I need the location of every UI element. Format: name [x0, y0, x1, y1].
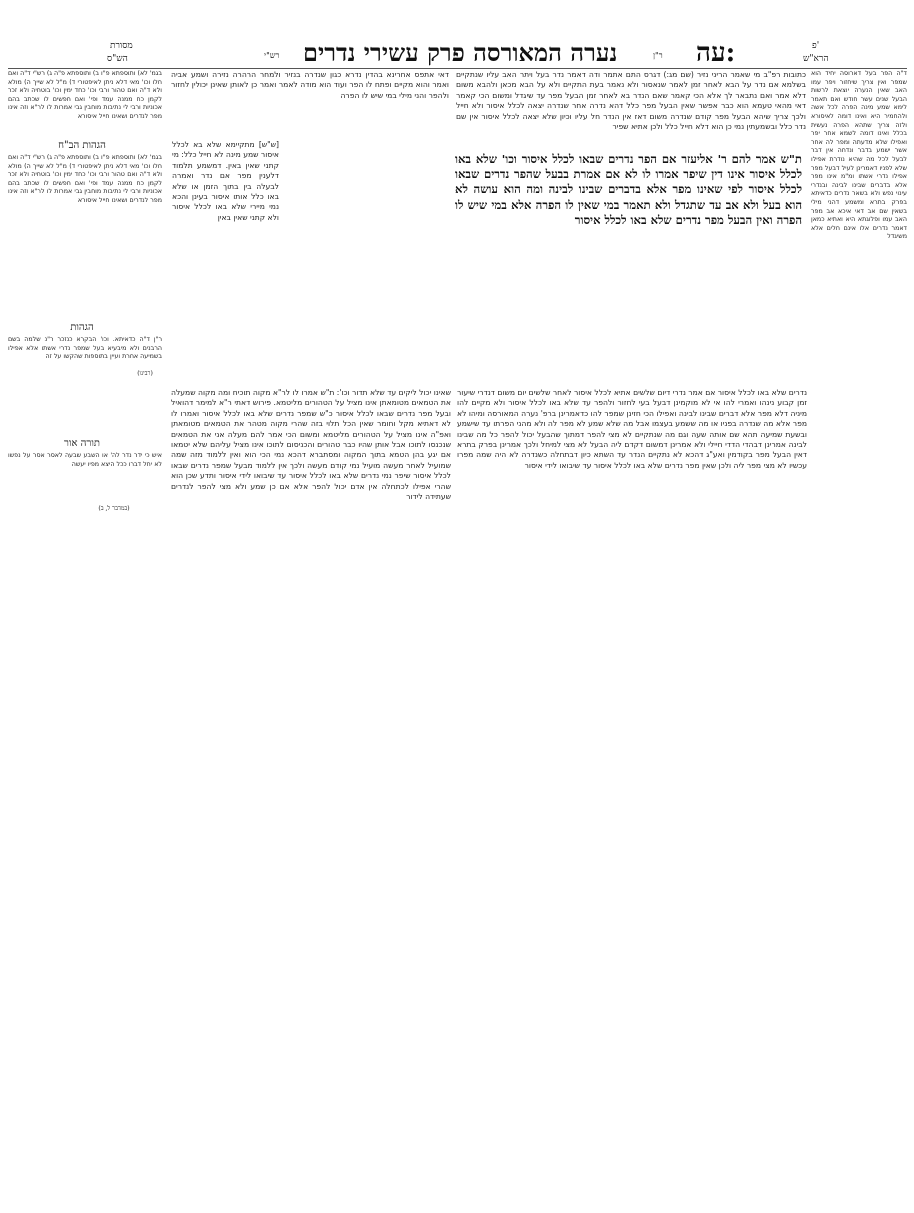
- torah-or-heading: תורה אור: [64, 438, 100, 449]
- lower-left-commentary: [171, 388, 451, 924]
- margin-label-left-2: הרא"ש: [803, 54, 829, 64]
- mesoret-label: מסורת: [110, 41, 133, 51]
- hagahot-habach-text-block: [8, 154, 162, 304]
- lower-right-text: נדרים שלא באו לכלל איסור אם אמר נדרי דיום שלשים אתיא לכלל איסור לאחר שלשים יום משום דנדרי שיעור זמן קבוע נינהו ואמרי להו אי לא מוקמינן דבעל בעי לחזור ולהפר עד שלא באו לכלל איסור ולא מקיים להו מיניה דלא מפר אלא דברים שבינו לבינה ואפילו הכי חזינן שמפר להו כדאמרינן ברפ' נערה המאורסה ומיהו לא מפר אלא מה שנדרה בפניו או מה ששמע בעצמו אבל מה שלא שמע לא מפר לה ולא מהני הפרתו עד שישמע ובשעת שמיעה תהא שם אותה שעה וגם מה שנתקיים לא מצי להפר דמתוך שהבעל יכול להפר כל מה שבינו לבינה אמרינן דבהדי הדדי חיילי ולא אמרינן דמשום דקדם ליה הבעל לא מצי למיחל ולכך אמרינן בפרק בתרא דאין הבעל מפר בקודמין ואע"ג דהכא לא נתקיים הנדר עד השתא כיון דבתחלה כשנדרה לא היה שמה מפרו עכשיו לא מצי מפר ליה ולכן שאין מפר נדרים שלא באו לכלל איסור עד שיבואו לידי איסור: [457, 388, 807, 470]
- ran-side-commentary: [172, 140, 279, 388]
- hagahot-habach-heading: הגהות הב"ח: [58, 140, 106, 151]
- lower-right-commentary: [457, 388, 807, 863]
- header-rule: [8, 68, 907, 69]
- rashi-header-label: רש"י: [264, 51, 280, 60]
- torah-or-ref: (במדבר ל, ב): [98, 505, 130, 512]
- main-gemara-text: [455, 152, 802, 367]
- rashba-text: ד"ה הפר בעל דארוסה יחיד הוא שמפר ואין צריך שיחזור ויפר עמו האב שאין הנערה יוצאת לרשות הבעל שנים עשר חודש ואם תאמר לימא שמע מינה הפרה לכל אשה ולהחמיר היא ואינו דומה לאיסורא ולזה צריך שתהא הפרה נעשית בכלל ואינו דומה לשמא אחר יפר ואפילו שלא מדעתה ומפר לה אחר אשר ישמע בדבר ונדחה אין דבר לבעל לכל מה שהיא נודרת אפילו שלא לפניו דאמרינן לעיל דבעל מפר אפילו נדרי אשתו ומ"מ אינו מפר אלא בדברים שבינו לבינה ובנדרי עינוי נפש ולא בשאר נדרים כדאיתא בפרק בתרא ומשמע דהני מילי בשאין שם אב דאי איכא אב מפר האב עמו ופלוגתא היא ואתיא כמאן דאמר נדרים אלו אינם חלים אלא משיגדל: [811, 70, 907, 241]
- hagahot-heading: הגהות: [70, 322, 94, 333]
- ran-side-text: [ש"ש] מתקיימא שלא בא לכלל איסור שמע מינה לא חייל כלל: מי קתני שאין באין. דמשמע תלמוד דלענין מפר אם נדר ואמרה לבעלה בין בתוך הזמן או שלא באו כלל אותו איסור בעינן והכא נמי מיירי שלא באו לכלל איסור ולא קתני שאין באין: [172, 140, 279, 222]
- hagahot-text-block: [8, 336, 162, 366]
- edge-notes-top: [8, 70, 162, 136]
- hagahot-habach-text: בגמ' לא) ותוספתא פ"ו ב) ותוספתא פ"ה ג) רש"י ד"ה ואם חלו וכו' מאי דלא ניתן לאיפטורי ד) מ"ל לא שייך ה) מולא ולא ד"ה ואם טהור ורבי וכו' כחד ימין וכו' בוטחיה ולא זכר לקמן כח ממנה עמד ופי' ואם חפשים לו שכתב בהם אכוניות ורבי לי נתיבות מוחבין גבי אמרות לו לר"א וזה אינו מפר לנדרים ושאינו חייל איסורא: [8, 154, 162, 204]
- margin-label-left: פ': [812, 41, 820, 51]
- page-title: נערה המאורסה פרק עשירי נדרים: [303, 38, 618, 67]
- edge-notes-top-text: בגמ' לא) ותוספתא פ"ו ב) ותוספתא פ"ה ג) רש"י ד"ה ואם חלו וכו' מאי דלא ניתן לאיפטורי ד) מ"ל לא שייך ה) מולא ולא ד"ה ואם טהור ורבי וכו' כחד ימין וכו' בוטחיה ולא זכר לקמן כח ממנה עמד ופי' ואם חפשים לו שכתב בהם אכוניות ורבי לי נתיבות מוחבין גבי אמרות לו לר"א וזה אינו מפר לנדרים ושאינו חייל איסורא: [8, 70, 162, 120]
- page-number: עה:: [696, 38, 736, 68]
- hagahot-text: ר"ן ד"ה כדאיתא. וכו' הבקרא כנזכר ר"נ שלמה בשם הרבנים ולא מיבעיא בעל שמפר נדרי אשתו אלא אפילו בשמיעה אחרת ועיין בתוספות שהקשו על זה: [8, 336, 162, 361]
- hagahot-ref: (רבינו): [137, 370, 153, 377]
- ran-top-text: דאי אתפס אחרינא בהדין נדרא כגון שנדרה בנזיר ולמחר הרהרה נזירה ושמע אביה ואמר והוא מקיים ופתח לו הפר ועוד הוא מודה לאמר ואמר כן לאותן שאינן יכולין לחזור ולהפר והני מילי במי שיש לו הפרה: [171, 70, 449, 100]
- mesoret-label-2: הש"ס: [107, 54, 128, 64]
- torah-or-text: איש כי ידר נדר לה' או השבע שבעה לאסר אסר על נפשו לא יחל דברו ככל היצא מפיו יעשה: [8, 452, 162, 468]
- page-header: [0, 36, 914, 66]
- ran-header-label: ר"ן: [653, 51, 663, 60]
- rosh-text: כתובות רפ"ב מי שאמר הריני נזיר (שם מג:) דגרס התם אתמר ודה דאמר נדר בעל ויתר האב עליו שנתקיים בשלמא אם נדר על הבא לאחר זמן לאמר שנאסור ולא נאמר בעת התקיים ולא על הבא מכאן ולהבא משום דלא אמר ואם נתבאר לך אלא הכי קאמר שאם הנדר בא לאחר זמן הבעל מפר עד שיגדל ומשום הכי קאמר דאי מהאי טעמא הוא כבר אפשר שאין הבעל מפר כלל דהא נדרה אחר שנדרה יצאה לכלל איסור ולא חייל ולכך צריך שיהא הבעל מפר קודם שנדרה משום דאז אין הנדר חל עליו וכיון שלא יצאה לכלל איסור אין שם נדר כלל ובשמעתין נמי כן הוא דלא חייל כלל ולכן אתיא שפיר: [456, 70, 806, 132]
- torah-or-text-block: [8, 452, 162, 504]
- gemara-text: ת"ש אמר להם ר' אליעזר אם הפר נדרים שבאו לכלל איסור וכו' שלא באו לכלל איסור אינו דין שיפר אמרו לו לא אם אמרת בבעל שהפר נדרים שבאו לכלל איסור לפי שאינו מפר אלא בדברים שבינו לבינה ומה הוא עושה לא הוא בעל ולא אב עד שתגדל ולא תאמר במי שאין לו הפרה אלא במי שיש לו הפרה ואין הבעל מפר נדרים שלא באו לכלל איסור: [455, 152, 802, 227]
- lower-left-text: שאינו יכול ליקים עד שלא תדור וכו': ת"ש אמרו לו לר"א מקוה תוכיח ומה מקוה שמעלה את הטמאים מטומאתן אינו מציל על הטהורים מליטמא. פירוש דאתי ר"א למימר דהואיל ובעל מפר נדרים שבאו לכלל איסור כ"ש שמפר נדרים שלא באו לכלל איסור ואמרו לו לא דאתיא מקל וחומר שאין הכל תלוי בזה שהרי מקוה מטהר את הטמאים מטומאתן ואפ"ה אינו מציל על הטהורים מליטמא ומשום הכי אמר להם מעלה אני את הטמאים שנכנסו לתוכו אבל אותן שהיו כבר טהורים והכניסום לתוכו אינו מציל עליהם שלא יטמאו אם יגע בהן הטמא בתוך המקוה ומסתברא דהכא נמי הכי הוא ואין ללמוד מזה שמה שמועיל לאחר מעשה מועיל נמי קודם מעשה ולכך אין ללמוד מבעל שמפר נדרים שבאו לכלל איסור שיפר נמי נדרים שלא באו לכלל איסור עד שיבואו לידי איסור ותדע שכן הוא שהרי אפילו לכתחלה אין אדם יכול להפר אלא אם כן שמע ולא מצי להפר לנדרים שעתידה לידור: [171, 388, 451, 502]
- rashba-column: [811, 70, 907, 610]
